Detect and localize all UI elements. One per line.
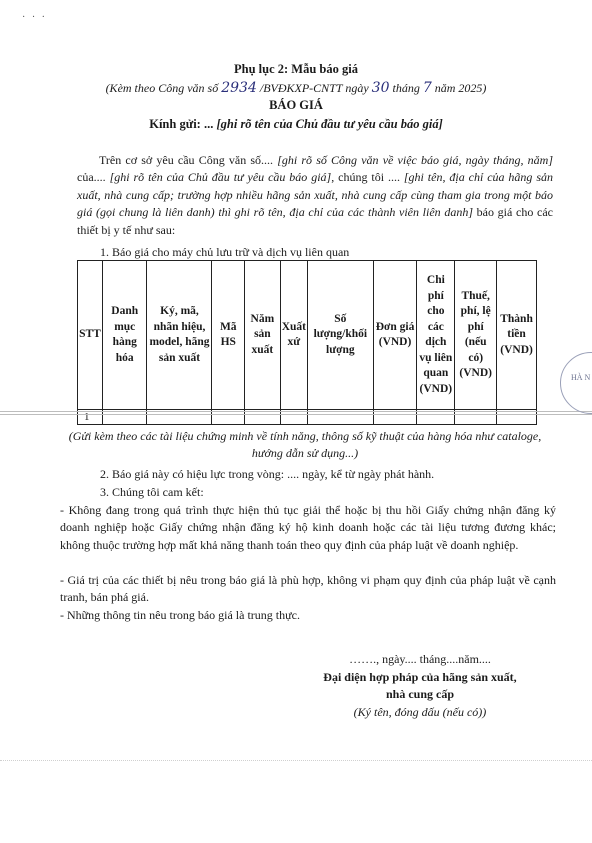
table-header-row	[78, 261, 537, 410]
commitment-3: - Những thông tin nêu trong báo giá là trung thực.	[60, 608, 300, 622]
ref-mid: /BVĐKXP-CNTT ngày	[256, 81, 372, 95]
scan-marks: · · ·	[22, 12, 47, 23]
ref-prefix: (Kèm theo Công văn số	[105, 81, 222, 95]
addressee-label: Kính gửi: ...	[149, 117, 217, 131]
scan-artifact-line	[0, 414, 592, 415]
quotation-table	[77, 260, 537, 425]
section-1-label: 1. Báo giá cho máy chủ lưu trữ và dịch vụ liên quan	[100, 245, 350, 259]
scan-artifact-line	[0, 411, 592, 412]
intro-text-1: Trên cơ sở yêu cầu Công văn số....	[99, 153, 278, 167]
signature-block	[300, 651, 540, 721]
ref-month-label: tháng	[389, 81, 423, 95]
validity-item: 2. Báo giá này có hiệu lực trong vòng: .... ngày, kể từ ngày phát hành.	[100, 467, 435, 481]
reference-line	[0, 80, 592, 96]
col-header-hs-code: Mã HS	[212, 261, 245, 410]
col-header-service-cost: Chi phí cho các dịch vụ liên quan (VND)	[417, 261, 455, 410]
col-header-stt: STT	[78, 261, 103, 410]
intro-hint-1: [ghi rõ số Công văn về việc báo giá, ngày tháng, năm]	[277, 153, 553, 167]
col-header-total: Thành tiền (VND)	[497, 261, 537, 410]
document-title: BÁO GIÁ	[269, 98, 323, 112]
signature-rep-line-2: nhà cung cấp	[385, 687, 455, 701]
col-header-quantity: Số lượng/khối lượng	[308, 261, 374, 410]
signature-hint: (Ký tên, đóng dấu (nếu có))	[353, 704, 487, 719]
addressee-hint: [ghi rõ tên của Chủ đầu tư yêu cầu báo giá]	[216, 117, 443, 131]
intro-text-4: báo giá cho các thiết bị y tế như sau:	[77, 205, 553, 237]
ref-day-handwritten: 30	[371, 80, 390, 96]
signature-rep-line-1: Đại diện hợp pháp của hãng sản xuất,	[323, 669, 517, 684]
addressee-line	[0, 117, 592, 132]
intro-hint-3: [ghi tên, địa chỉ của hãng sản xuất, nhà cung cấp; trường hợp nhiều hãng sản xuất, nhà cung cấp cùng tham gia trong một báo giá (gọi chung là liên danh) thì ghi rõ tên, địa chỉ của các thành viên liên danh]	[77, 170, 554, 220]
col-header-tax: Thuế, phí, lệ phí (nếu có) (VND)	[455, 261, 497, 410]
seal-stamp	[560, 352, 592, 414]
intro-paragraph	[77, 152, 553, 239]
intro-text-3: , chúng tôi ....	[331, 170, 404, 185]
scan-artifact-line	[0, 760, 592, 761]
appendix-title: Phụ lục 2: Mẫu báo giá	[234, 62, 358, 76]
ref-suffix: năm 2025)	[431, 81, 487, 95]
ref-number-handwritten: 2934	[221, 80, 257, 96]
table-cell: 1	[78, 410, 103, 425]
attachment-note: (Gửi kèm theo các tài liệu chứng minh về tính năng, thông số kỹ thuật của hàng hóa như cataloge, hướng dẫn sử dụng...)	[68, 429, 542, 460]
signature-date-line: ……., ngày.... tháng....năm....	[349, 652, 491, 666]
commitment-2: - Giá trị của các thiết bị nêu trong báo giá là phù hợp, không vi phạm quy định của pháp luật về cạnh tranh, bán phá giá.	[60, 573, 556, 605]
intro-hint-2: [ghi rõ tên của Chủ đầu tư yêu cầu báo giá]	[109, 170, 332, 185]
col-header-origin: Xuất xứ	[280, 261, 307, 410]
intro-text-2: của....	[77, 170, 110, 185]
commitment-heading: 3. Chúng tôi cam kết:	[100, 485, 204, 499]
col-header-model: Ký, mã, nhãn hiệu, model, hãng sản xuất	[147, 261, 212, 410]
ref-month-handwritten: 7	[422, 80, 432, 96]
stamp-text: HÀ N	[571, 373, 591, 382]
col-header-item-list: Danh mục hàng hóa	[102, 261, 147, 410]
col-header-unit-price: Đơn giá (VND)	[373, 261, 417, 410]
commitment-1: - Không đang trong quá trình thực hiện thủ tục giải thể hoặc bị thu hồi Giấy chứng nhận đăng ký doanh nghiệp hoặc Giấy chứng nhận đăng ký hộ kinh doanh hoặc các tài liệu tương đương khác; không thuộc trường hợp mất khả năng thanh toán theo quy định của pháp luật về doanh nghiệp.	[60, 503, 556, 552]
col-header-year: Năm sản xuất	[245, 261, 281, 410]
